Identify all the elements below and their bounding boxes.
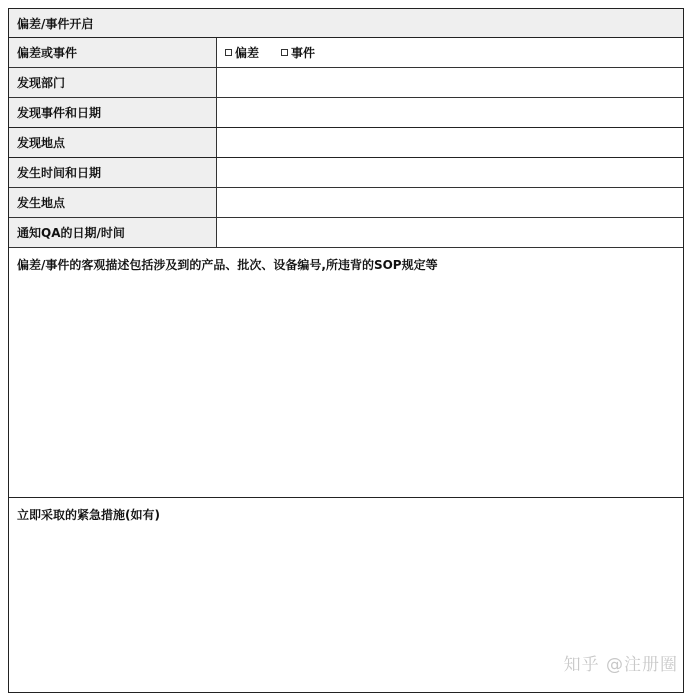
occurrence-location-field[interactable] <box>217 188 683 217</box>
form-title: 偏差/事件开启 <box>9 9 683 37</box>
discovery-dept-label: 发现部门 <box>9 68 217 97</box>
discovery-location-label: 发现地点 <box>9 128 217 157</box>
emergency-label: 立即采取的紧急措施(如有) <box>17 508 160 522</box>
checkbox-deviation[interactable] <box>225 49 232 56</box>
checkbox-event[interactable] <box>281 49 288 56</box>
discovery-dept-field[interactable] <box>217 68 683 97</box>
description-row <box>9 248 683 498</box>
discovery-date-field[interactable] <box>217 98 683 127</box>
watermark: 知乎 @注册圈 <box>563 655 678 675</box>
qa-notify-label: 通知QA的日期/时间 <box>9 218 217 247</box>
type-label: 偏差或事件 <box>9 38 217 67</box>
occurrence-location-label: 发生地点 <box>9 188 217 217</box>
description-field[interactable] <box>9 248 683 497</box>
deviation-form <box>8 8 684 693</box>
form-header-row <box>9 9 683 38</box>
discovery-location-field[interactable] <box>217 128 683 157</box>
occurrence-date-row <box>9 158 683 188</box>
option-event-label: 事件 <box>291 46 316 60</box>
description-label: 偏差/事件的客观描述包括涉及到的产品、批次、设备编号,所违背的SOP规定等 <box>17 258 438 272</box>
option-deviation[interactable] <box>225 44 259 61</box>
discovery-date-row <box>9 98 683 128</box>
qa-notify-row <box>9 218 683 248</box>
discovery-dept-row <box>9 68 683 98</box>
qa-notify-field[interactable] <box>217 218 683 247</box>
occurrence-date-field[interactable] <box>217 158 683 187</box>
type-row <box>9 38 683 68</box>
discovery-date-label: 发现事件和日期 <box>9 98 217 127</box>
type-options <box>217 38 683 67</box>
occurrence-location-row <box>9 188 683 218</box>
discovery-location-row <box>9 128 683 158</box>
option-event[interactable] <box>281 44 315 61</box>
option-deviation-label: 偏差 <box>235 46 260 60</box>
occurrence-date-label: 发生时间和日期 <box>9 158 217 187</box>
